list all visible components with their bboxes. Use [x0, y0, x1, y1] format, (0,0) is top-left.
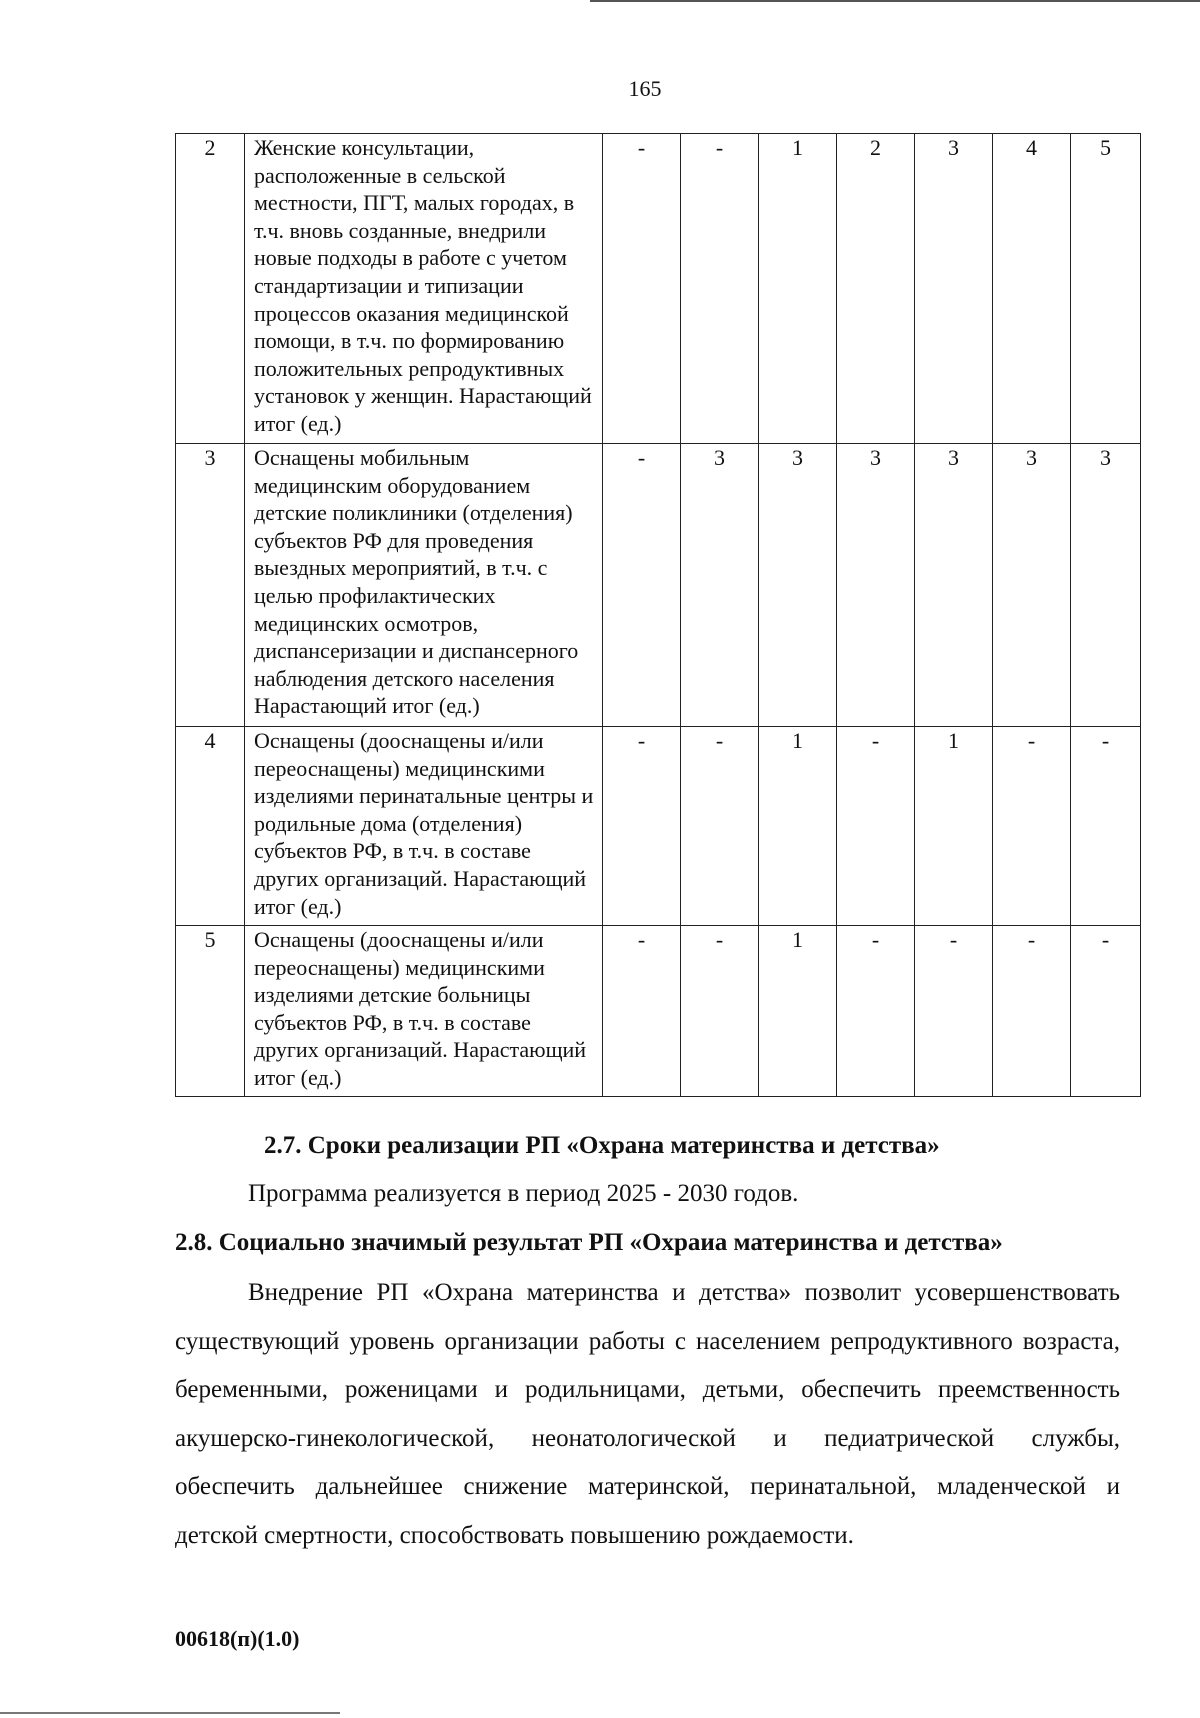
value-cell: - [681, 926, 759, 1097]
row-description: Оснащены мобильным медицинским оборудованием детские поликлиники (отделения) субъектов РФ для проведения выездных мероприятий, в т.ч. с целью профилактических медицинских осмотров, диспансеризации и диспансерного наблюдения детского населения Нарастающий итог (ед.) [245, 444, 603, 727]
value-cell: 2 [837, 134, 915, 444]
table-row [176, 926, 1141, 1097]
value-cell: 3 [681, 444, 759, 727]
indicators-table [175, 133, 1141, 1097]
value-cell: 1 [759, 134, 837, 444]
value-cell: - [1071, 926, 1141, 1097]
value-cell: - [837, 926, 915, 1097]
value-cell: - [993, 727, 1071, 926]
section-2-8-heading: 2.8. Социально значимый результат РП «Охраиа материнства и детства» [175, 1229, 1003, 1256]
value-cell: 3 [837, 444, 915, 727]
value-cell: 3 [915, 444, 993, 727]
value-cell: 5 [1071, 134, 1141, 444]
value-cell: - [603, 727, 681, 926]
top-scan-edge-line [590, 0, 1200, 2]
value-cell: - [681, 727, 759, 926]
table-row [176, 444, 1141, 727]
document-code: 00618(п)(1.0) [175, 1626, 300, 1651]
value-cell: - [915, 926, 993, 1097]
page-number: 165 [628, 76, 662, 101]
value-cell: 3 [993, 444, 1071, 727]
value-cell: - [603, 444, 681, 727]
value-cell: 3 [759, 444, 837, 727]
table-row [176, 134, 1141, 444]
section-2-7-heading: 2.7. Сроки реализации РП «Охрана материнства и детства» [264, 1132, 940, 1159]
table-row [176, 727, 1141, 926]
value-cell: 3 [915, 134, 993, 444]
value-cell: 1 [915, 727, 993, 926]
row-number: 3 [176, 444, 245, 727]
row-number: 4 [176, 727, 245, 926]
row-number: 5 [176, 926, 245, 1097]
row-description: Женские консультации, расположенные в сельской местности, ПГТ, малых городах, в т.ч. вновь созданные, внедрили новые подходы в работе с учетом стандартизации и типизации процессов оказания медицинской помощи, в т.ч. по формированию положительных репродуктивных установок у женщин. Нарастающий итог (ед.) [245, 134, 603, 444]
value-cell: - [1071, 727, 1141, 926]
section-2-7-text: Программа реализуется в период 2025 - 2030 годов. [248, 1180, 799, 1207]
value-cell: 4 [993, 134, 1071, 444]
value-cell: - [993, 926, 1071, 1097]
value-cell: 3 [1071, 444, 1141, 727]
row-description: Оснащены (дооснащены и/или переоснащены) медицинскими изделиями детские больницы субъектов РФ, в т.ч. в составе других организаций. Нарастающий итог (ед.) [245, 926, 603, 1097]
row-number: 2 [176, 134, 245, 444]
value-cell: - [603, 134, 681, 444]
value-cell: 1 [759, 926, 837, 1097]
value-cell: 1 [759, 727, 837, 926]
section-2-8-paragraph: Внедрение РП «Охрана материнства и детства» позволит усовершенствовать существующий уровень организации работы с населением репродуктивного возраста, беременными, роженицами и родильницами, детьми, обеспечить преемственность акушерско-гинекологической, неонатологической и педиатрической службы, обеспечить дальнейшее снижение материнской, перинатальной, младенческой и детской смертности, способствовать повышению рождаемости. [175, 1279, 1120, 1549]
value-cell: - [837, 727, 915, 926]
value-cell: - [603, 926, 681, 1097]
value-cell: - [681, 134, 759, 444]
bottom-scan-edge-line [0, 1712, 340, 1714]
row-description: Оснащены (дооснащены и/или переоснащены) медицинскими изделиями перинатальные центры и родильные дома (отделения) субъектов РФ, в т.ч. в составе других организаций. Нарастающий итог (ед.) [245, 727, 603, 926]
